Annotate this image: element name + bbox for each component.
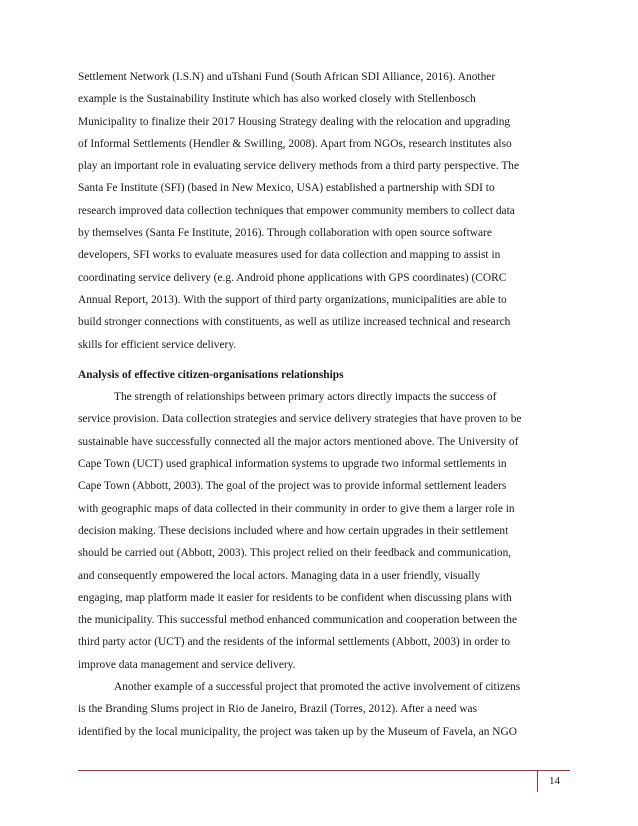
text-line: The strength of relationships between primary actors directly impacts the success of — [114, 391, 497, 404]
paragraph-2 — [78, 386, 568, 676]
section-heading: Analysis of effective citizen-organisations relationships — [78, 368, 344, 381]
text-line: example is the Sustainability Institute which has also worked closely with Stellenbosch — [78, 93, 476, 106]
text-line: developers, SFI works to evaluate measures used for data collection and mapping to assist in — [78, 249, 501, 262]
paragraph-spacer — [78, 356, 568, 364]
text-line: should be carried out (Abbott, 2003). This project relied on their feedback and communication, — [78, 547, 512, 560]
text-line: Cape Town (UCT) used graphical information systems to upgrade two informal settlements in — [78, 458, 507, 471]
text-line: and consequently empowered the local actors. Managing data in a user friendly, visually — [78, 569, 481, 582]
text-line: improve data management and service delivery. — [78, 658, 296, 671]
text-line: research improved data collection techniques that empower community members to collect data — [78, 204, 515, 217]
text-line: engaging, map platform made it easier for residents to be confident when discussing plans with — [78, 591, 512, 604]
footer-rule — [78, 770, 570, 771]
text-line: Santa Fe Institute (SFI) (based in New Mexico, USA) established a partnership with SDI to — [78, 182, 495, 195]
text-line: Cape Town (Abbott, 2003). The goal of the project was to provide informal settlement leaders — [78, 480, 507, 493]
text-line: with geographic maps of data collected in their community in order to give them a larger role in — [78, 502, 515, 515]
paragraph-1 — [78, 66, 568, 356]
text-line: by themselves (Santa Fe Institute, 2016). Through collaboration with open source software — [78, 227, 492, 240]
text-line: coordinating service delivery (e.g. Android phone applications with GPS coordinates) (CORC — [78, 271, 507, 284]
text-line: identified by the local municipality, the project was taken up by the Museum of Favela, an NGO — [78, 725, 517, 738]
text-line: is the Branding Slums project in Rio de Janeiro, Brazil (Torres, 2012). After a need was — [78, 703, 478, 716]
page-body — [78, 66, 568, 743]
page-number: 14 — [549, 775, 560, 787]
page-number-box — [537, 770, 571, 792]
text-line: decision making. These decisions included where and how certain upgrades in their settlement — [78, 524, 509, 537]
text-line: play an important role in evaluating service delivery methods from a third party perspective. The — [78, 160, 520, 173]
text-line: of Informal Settlements (Hendler & Swilling, 2008). Apart from NGOs, research institutes also — [78, 137, 512, 150]
text-line: Municipality to finalize their 2017 Housing Strategy dealing with the relocation and upgrading — [78, 115, 511, 128]
text-line: skills for efficient service delivery. — [78, 338, 237, 351]
text-line: third party actor (UCT) and the residents of the informal settlements (Abbott, 2003) in order to — [78, 636, 511, 649]
text-line: sustainable have successfully connected all the major actors mentioned above. The University of — [78, 435, 519, 448]
text-line: build stronger connections with constituents, as well as utilize increased technical and research — [78, 316, 511, 329]
text-line: Another example of a successful project that promoted the active involvement of citizens — [114, 681, 521, 694]
text-line: the municipality. This successful method enhanced communication and cooperation between the — [78, 614, 518, 627]
text-line: Settlement Network (I.S.N) and uTshani Fund (South African SDI Alliance, 2016). Another — [78, 71, 496, 83]
paragraph-3 — [78, 676, 568, 743]
text-line: Annual Report, 2013). With the support of third party organizations, municipalities are able to — [78, 293, 507, 306]
text-line: service provision. Data collection strategies and service delivery strategies that have proven to be — [78, 413, 522, 426]
